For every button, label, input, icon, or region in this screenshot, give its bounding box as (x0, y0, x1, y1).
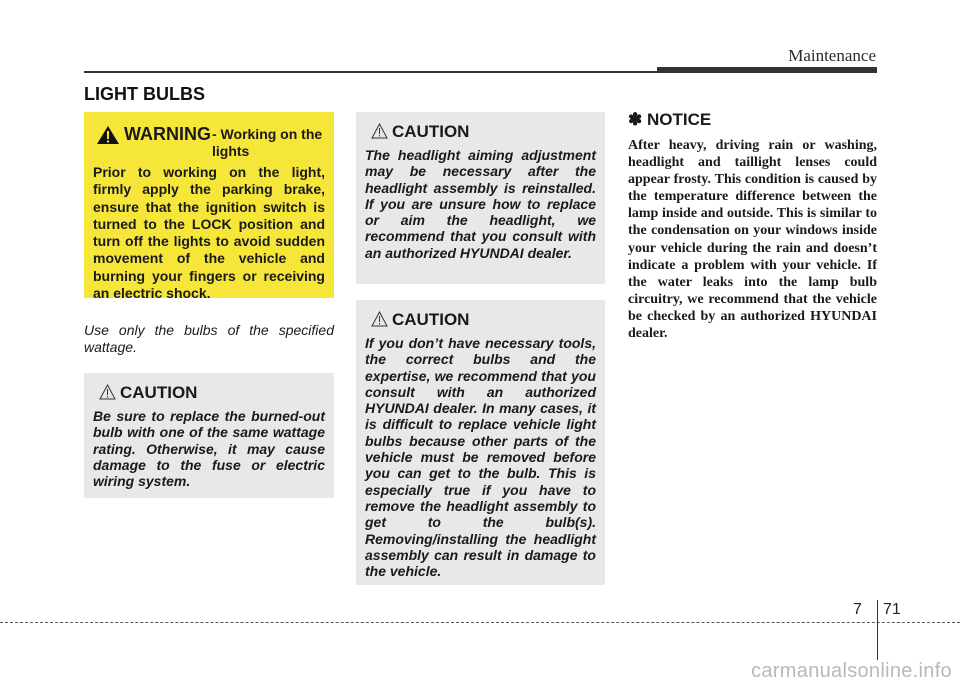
footer-divider (877, 600, 878, 660)
notice-label: NOTICE (646, 110, 712, 129)
notice-star-icon: ✽ (628, 110, 643, 129)
caution-box-fuse (84, 373, 334, 498)
caution-label: CAUTION (392, 310, 470, 329)
intro-text: Use only the bulbs of the specified wattage. (84, 322, 334, 355)
caution-box-tools (356, 300, 605, 585)
footer-rule (0, 622, 960, 623)
caution-label: CAUTION (392, 122, 470, 141)
warning-label: WARNING (124, 124, 211, 144)
page-number: 71 (883, 601, 901, 618)
header-rule-accent (657, 67, 877, 73)
warning-box (84, 112, 334, 302)
caution-triangle-icon (99, 384, 116, 400)
notice-title (628, 110, 711, 130)
caution-body: If you don’t have necessary tools, the correct bulbs and the expertise, we recommend that you consult with an authorized HYUNDAI dealer. In many cases, it is difficult to replace vehicle light bulbs because other parts of the vehicle must be removed before you can get to the bulb. This is especially true if you have to remove the headlight assembly to get to the bulb(s). Removing/installing the headlight assembly can result in damage to the vehicle. (365, 335, 596, 580)
warning-header (93, 122, 325, 164)
caution-body: The headlight aiming adjustment may be necessary after the headlight assembly is reinstalled. If you are unsure how to replace or aim the headlight, we recommend that you consult with an authorized HYUNDAI dealer. (365, 147, 596, 261)
caution-label: CAUTION (120, 383, 198, 402)
header-title: Maintenance (788, 46, 876, 65)
watermark: carmanualsonline.info (751, 660, 952, 682)
warning-subtitle: - Working on the lights (212, 126, 323, 159)
warning-body: Prior to working on the light, firmly apply the parking brake, ensure that the ignition switch is turned to the LOCK position and turn off the lights to avoid sudden movement of the vehicle and burning your fingers or receiving an electric shock. (93, 164, 325, 302)
header-rule (84, 71, 684, 73)
chapter-number: 7 (853, 601, 862, 618)
notice-body: After heavy, driving rain or washing, headlight and taillight lenses could appear frosty. This condition is caused by the temperature difference between the lamp inside and outside. This is similar to the condensation on your windows inside your vehicle during the rain and doesn’t indicate a problem with your vehicle. If the water leaks into the lamp bulb circuitry, we recommend that the vehicle be checked by an authorized HYUNDAI dealer. (628, 138, 877, 342)
warning-triangle-icon (96, 125, 120, 145)
caution-triangle-icon (371, 123, 388, 139)
section-title: LIGHT BULBS (84, 84, 205, 104)
caution-body: Be sure to replace the burned-out bulb with one of the same wattage rating. Otherwise, it may cause damage to the fuse or electric wiring system. (93, 408, 325, 490)
caution-box-aiming (356, 112, 605, 284)
caution-triangle-icon (371, 311, 388, 327)
